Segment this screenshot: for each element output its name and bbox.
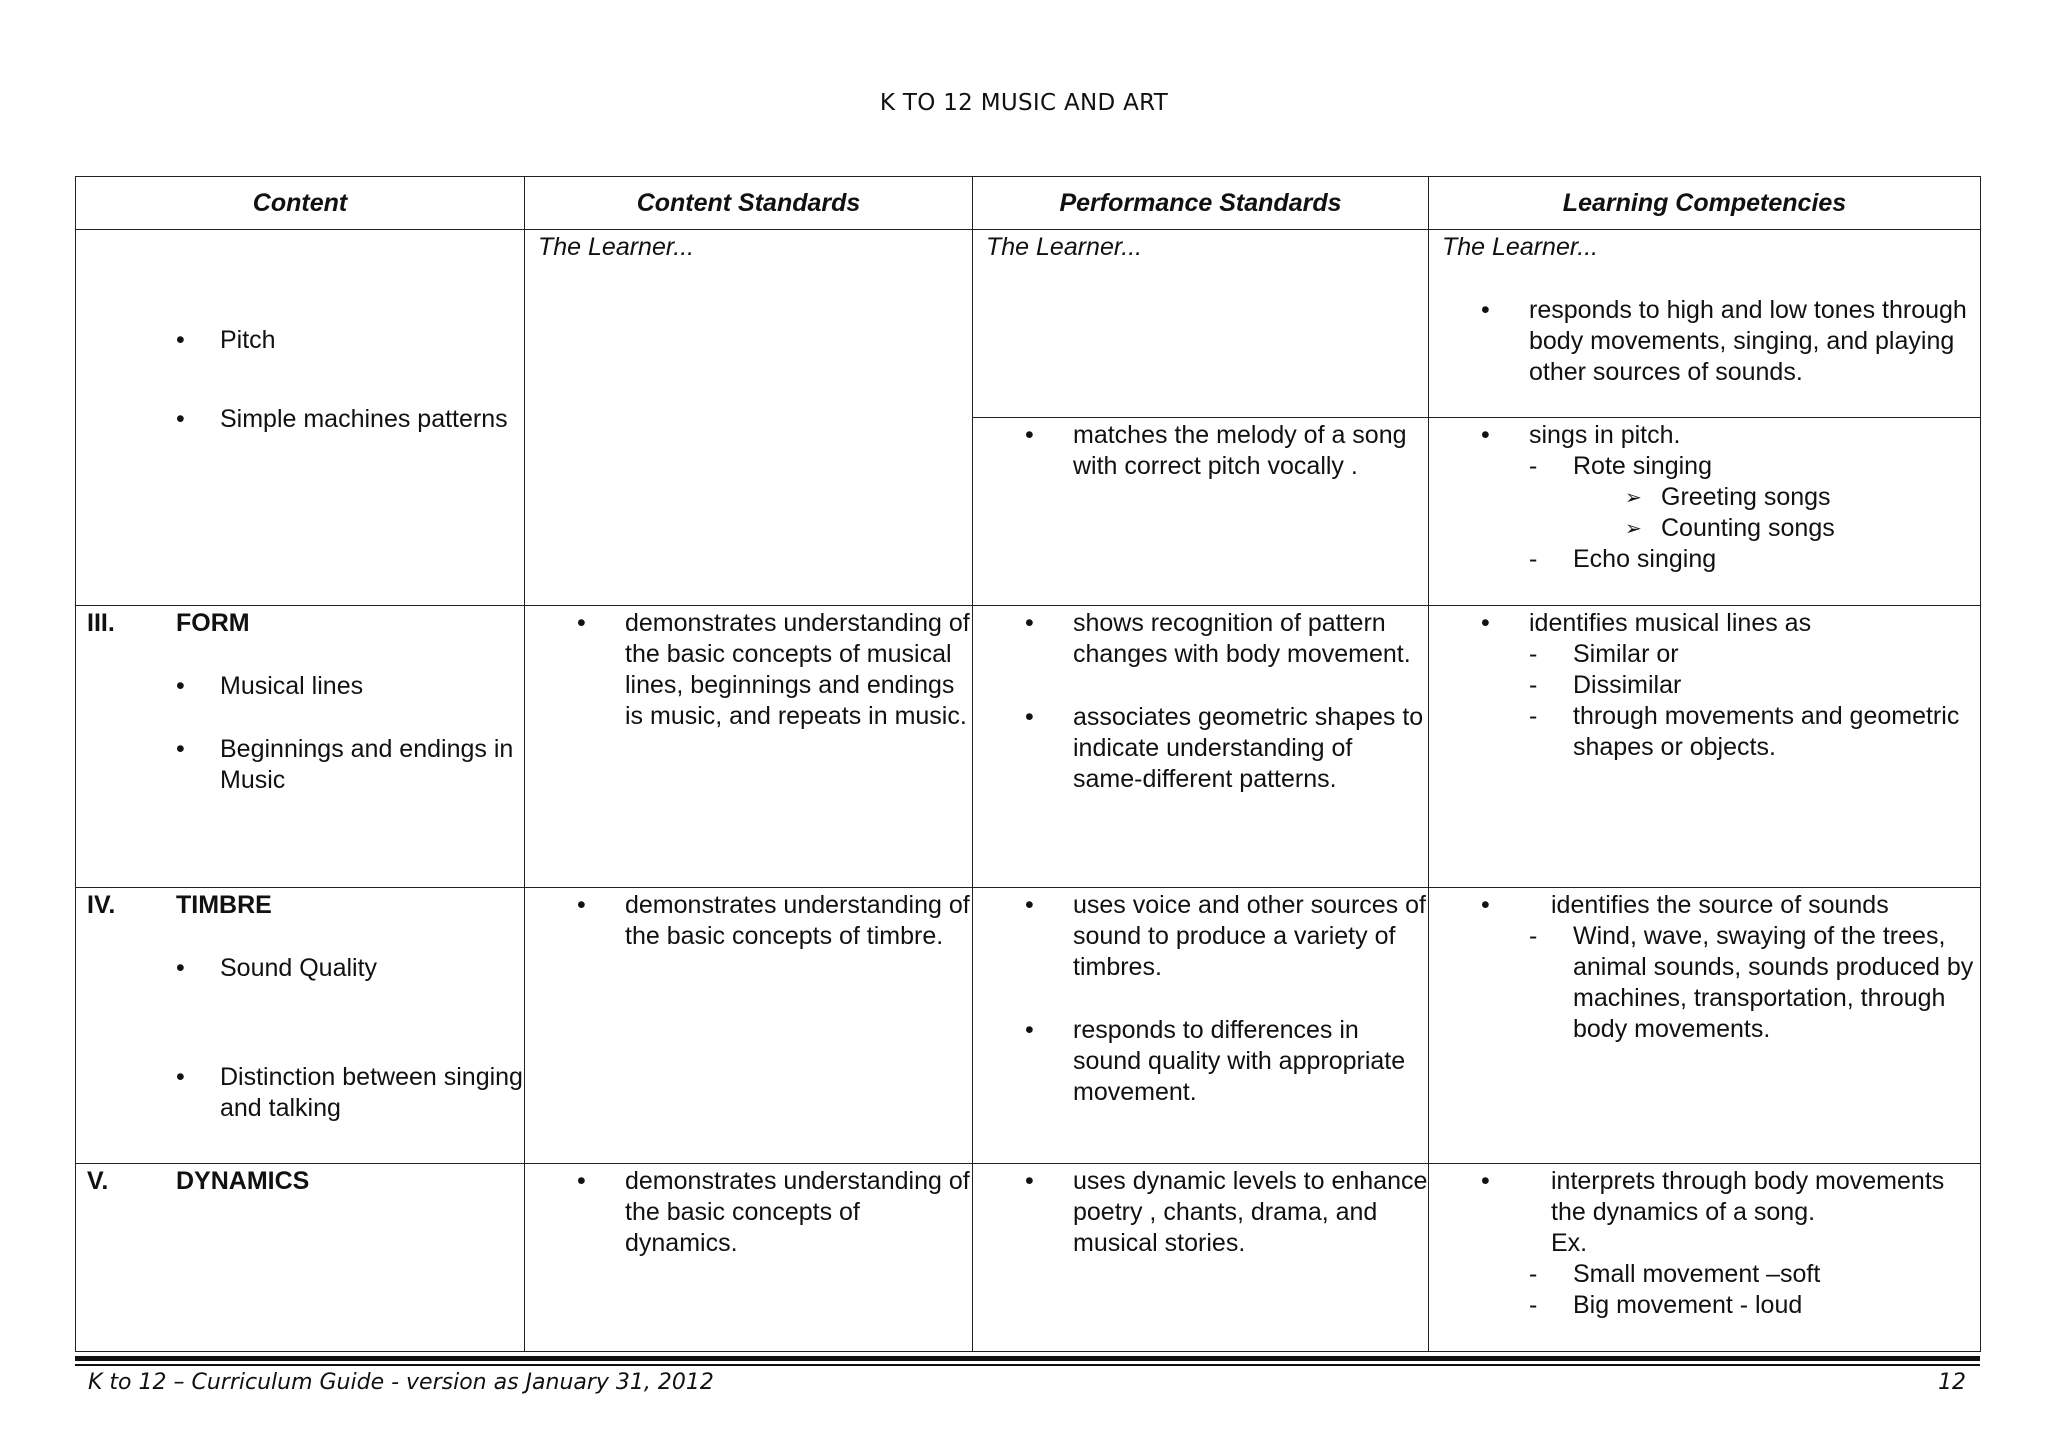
competency-subitem: - Echo singing [1429,544,1980,575]
learner-label: The Learner... [538,233,695,261]
section-title: DYNAMICS [176,1167,310,1195]
performance-cell-upper [973,230,1429,418]
footer-divider-thick [75,1356,1980,1361]
section-number: V. [87,1167,109,1195]
header-performance-standards: Performance Standards [973,177,1429,230]
section-title: TIMBRE [176,891,272,919]
competency-subitem: - Similar or [1429,639,1980,670]
content-cell-dynamics [76,1164,525,1352]
content-item-pitch: • Pitch [76,325,524,356]
competency-cell [1429,888,1981,1164]
header-content: Content [76,177,525,230]
competency-arrow-item: ➢ Greeting songs [1429,482,1980,513]
table-row-timbre [76,888,1981,1164]
competency-cell [1429,606,1981,888]
content-standards-cell [525,230,973,606]
performance-cell [973,606,1429,888]
competency-item: • responds to high and low tones through body movements, singing, and playing other sources of sounds. [1429,295,1980,388]
content-cell-timbre [76,888,525,1164]
competency-subitem: - Dissimilar [1429,670,1980,701]
competency-subitem: - Rote singing [1429,451,1980,482]
learner-label: The Learner... [986,233,1143,261]
content-standards-cell [525,888,973,1164]
performance-cell [973,1164,1429,1352]
section-title: FORM [176,609,250,637]
curriculum-table [75,176,1981,1352]
content-item: • Beginnings and endings in Music [76,734,524,796]
table-header-row [76,177,1981,230]
table-row-dynamics [76,1164,1981,1352]
competency-cell-lower [1429,418,1981,606]
competency-item: • interprets through body movements the dynamics of a song. [1429,1166,1980,1228]
section-number: IV. [87,891,116,919]
competency-subitem: - Wind, wave, swaying of the trees, animal sounds, sounds produced by machines, transportation, through body movements. [1429,921,1980,1045]
page-number: 12 [1938,1370,1966,1395]
competency-item: • sings in pitch. [1429,420,1980,451]
competency-subitem: - through movements and geometric shapes or objects. [1429,701,1980,763]
performance-cell-lower [973,418,1429,606]
competency-subitem: - Small movement –soft [1429,1259,1980,1290]
section-number: III. [87,609,115,637]
competency-cell-upper [1429,230,1981,418]
footer-version-text: K to 12 – Curriculum Guide - version as January 31, 2012 [88,1370,714,1395]
performance-item: • matches the melody of a song with correct pitch vocally . [973,420,1428,482]
content-cell-form [76,606,525,888]
footer-divider-thin [75,1364,1980,1366]
competency-example-label: Ex. [1551,1229,1588,1257]
content-item-simple-machines: • Simple machines patterns [76,404,524,435]
header-content-standards: Content Standards [525,177,973,230]
performance-item: • uses dynamic levels to enhance poetry , chants, drama, and musical stories. [973,1166,1428,1259]
content-standards-cell [525,1164,973,1352]
competency-item: • identifies musical lines as [1429,608,1980,639]
performance-item: • responds to differences in sound quality with appropriate movement. [973,1015,1428,1108]
header-learning-competencies: Learning Competencies [1429,177,1981,230]
performance-item: • associates geometric shapes to indicate understanding of same-different patterns. [973,702,1428,795]
performance-item: • uses voice and other sources of sound to produce a variety of timbres. [973,890,1428,983]
table-row [76,230,1981,418]
competency-item: • identifies the source of sounds [1429,890,1980,921]
competency-cell [1429,1164,1981,1352]
content-item: • Musical lines [76,671,524,702]
content-item: • Sound Quality [76,953,524,984]
learner-label: The Learner... [1442,233,1599,261]
content-item: • Distinction between singing and talking [76,1062,524,1124]
page-title: K TO 12 MUSIC AND ART [879,90,1169,116]
table-row-form [76,606,1981,888]
performance-item: • shows recognition of pattern changes with body movement. [973,608,1428,670]
competency-arrow-item: ➢ Counting songs [1429,513,1980,544]
standard-item: • demonstrates understanding of the basic concepts of timbre. [525,890,972,952]
content-standards-cell [525,606,973,888]
content-cell-pitch [76,230,525,606]
competency-subitem: - Big movement - loud [1429,1290,1980,1321]
performance-cell [973,888,1429,1164]
standard-item: • demonstrates understanding of the basic concepts of dynamics. [525,1166,972,1259]
standard-item: • demonstrates understanding of the basic concepts of musical lines, beginnings and endings is music, and repeats in music. [525,608,972,732]
